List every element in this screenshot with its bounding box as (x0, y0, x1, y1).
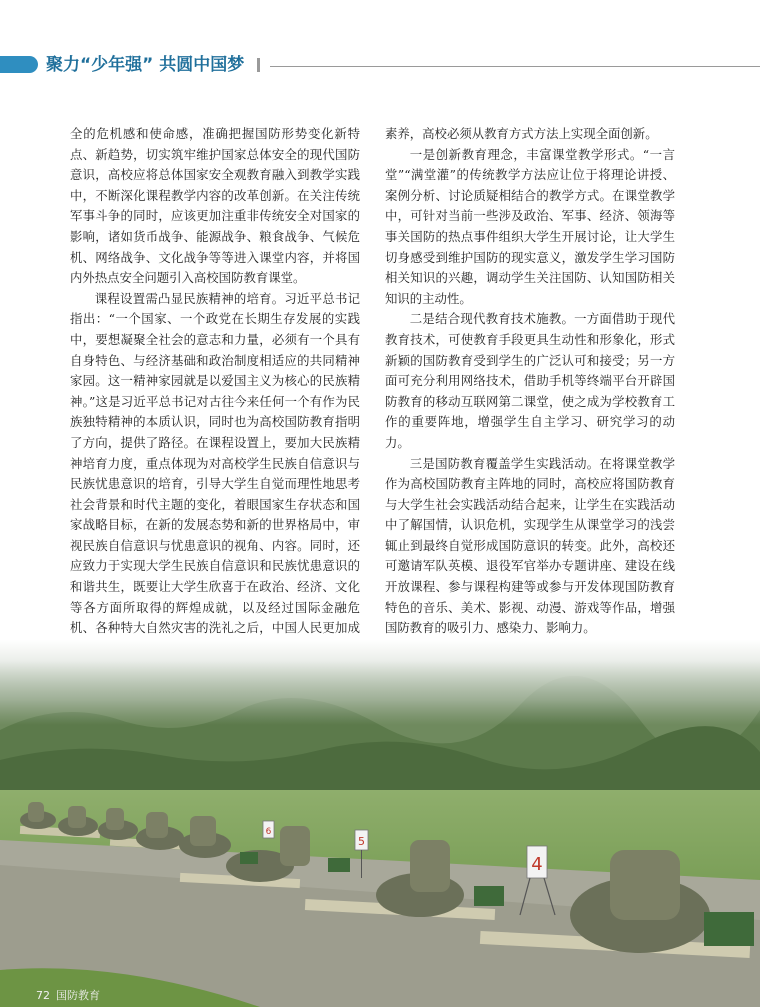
page-number: 72 (36, 989, 50, 1002)
paragraph: 一是创新教育理念，丰富课堂教学形式。“一言堂”“满堂灌”的传统教学方法应让位于将理论讲授、案例分析、讨论质疑相结合的教学方式。在课堂教学中，可针对当前一些涉及政治、军事、经济、领海等事关国防的热点事件组织大学生开展讨论，让大学生切身感受到维护国防的现实意义，激发学生学习国防相关知识的兴趣，调动学生关注国防、认知国防相关知识的主动性。 (385, 146, 675, 306)
shooting-range-photo (0, 640, 760, 1007)
paragraph: 二是结合现代教育技术施教。一方面借助于现代教育技术，可使教育手段更具生动性和形象化，形式新颖的国防教育受到学生的广泛认可和接受；另一方面可充分利用网络技术，借助手机等终端平台开辟国防教育的移动互联网第二课堂，使之成为学校教育工作的重要阵地，增强学生自主学习、研究学习的动力。 (385, 311, 675, 450)
paragraph: 素养，高校必须从教育方式方法上实现全面创新。 (385, 126, 658, 141)
paragraph: 课程设置需凸显民族精神的培育。习近平总书记指出：“一个国家、一个政党在长期生存发展的实践中，要想凝聚全社会的意志和力量，必须有一个具有自身特色、与经济基础和政治制度相适应的共同精神家园。这一精神家园就是以爱国主义为核心的民族精神。”这是习近平总书记对古往今来任何一个有作为民族独特精神的本质认识，同时也为高校国防教育指明了方向，提供了路径。在课程设置上，要加大民族精神培育力度，重点体现为对高校学生民族自信意识与民族忧患意识的培育，引导大学生自觉而理性地思考社会背景和时代主题的变化，着眼国家生存状态和国家战略目标，在新的发展态势和新的世界格局中，审视民族自信意识与忧患意识的视角、内容。同时，还应致力于实现大学生民族自信意识和民族忧患意识的和谐共生，既要让大学生欣喜于在政治、经济、文化等各方面所取得的辉煌成就，以及经过国际金融危机、各种特大自然灾害的洗礼之后，中国人民更加成 (70, 290, 360, 636)
section-header (0, 52, 760, 78)
target-number: 4 (531, 854, 543, 875)
paragraph: 三是国防教育覆盖学生实践活动。在将课堂教学作为高校国防教育主阵地的同时，高校应将国防教育与大学生社会实践活动结合起来，让学生在实践活动中了解国情，认识危机，实现学生从课堂学习的浅尝辄止到最终自觉形成国防意识的转变。此外，高校还可邀请军队英模、退役军官举办专题讲座、建设在线开放课程、参与课程构建等或参与开发体现国防教育特色的音乐、美术、影视、动漫、游戏等作品，增强国防教育的吸引力、感染力、影响力。 (385, 455, 675, 636)
paragraph: 全的危机感和使命感，准确把握国防形势变化新特点、新趋势，切实筑牢维护国家总体安全的现代国防意识，高校应将总体国家安全观教育融入到教学实践中，不断深化课程教学内容的改革创新。在关注传统军事斗争的同时，应该更加注重非传统安全对国家的影响，诸如货币战争、能源战争、粮食战争、气候危机、网络战争、文化战争等等进入课堂内容，并将国内外热点安全问题引入高校国防教育课堂。 (70, 126, 360, 286)
section-title-header: 聚力“少年强” 共圆中国梦 (46, 55, 245, 75)
header-accent-tab (0, 56, 38, 73)
magazine-name: 国防教育 (56, 989, 100, 1002)
target-number: 5 (358, 835, 365, 848)
target-number: 6 (265, 827, 272, 837)
header-rule-line (270, 66, 760, 67)
target-6 (263, 821, 274, 838)
page-footer (36, 987, 106, 1003)
header-divider-bar (257, 58, 260, 72)
